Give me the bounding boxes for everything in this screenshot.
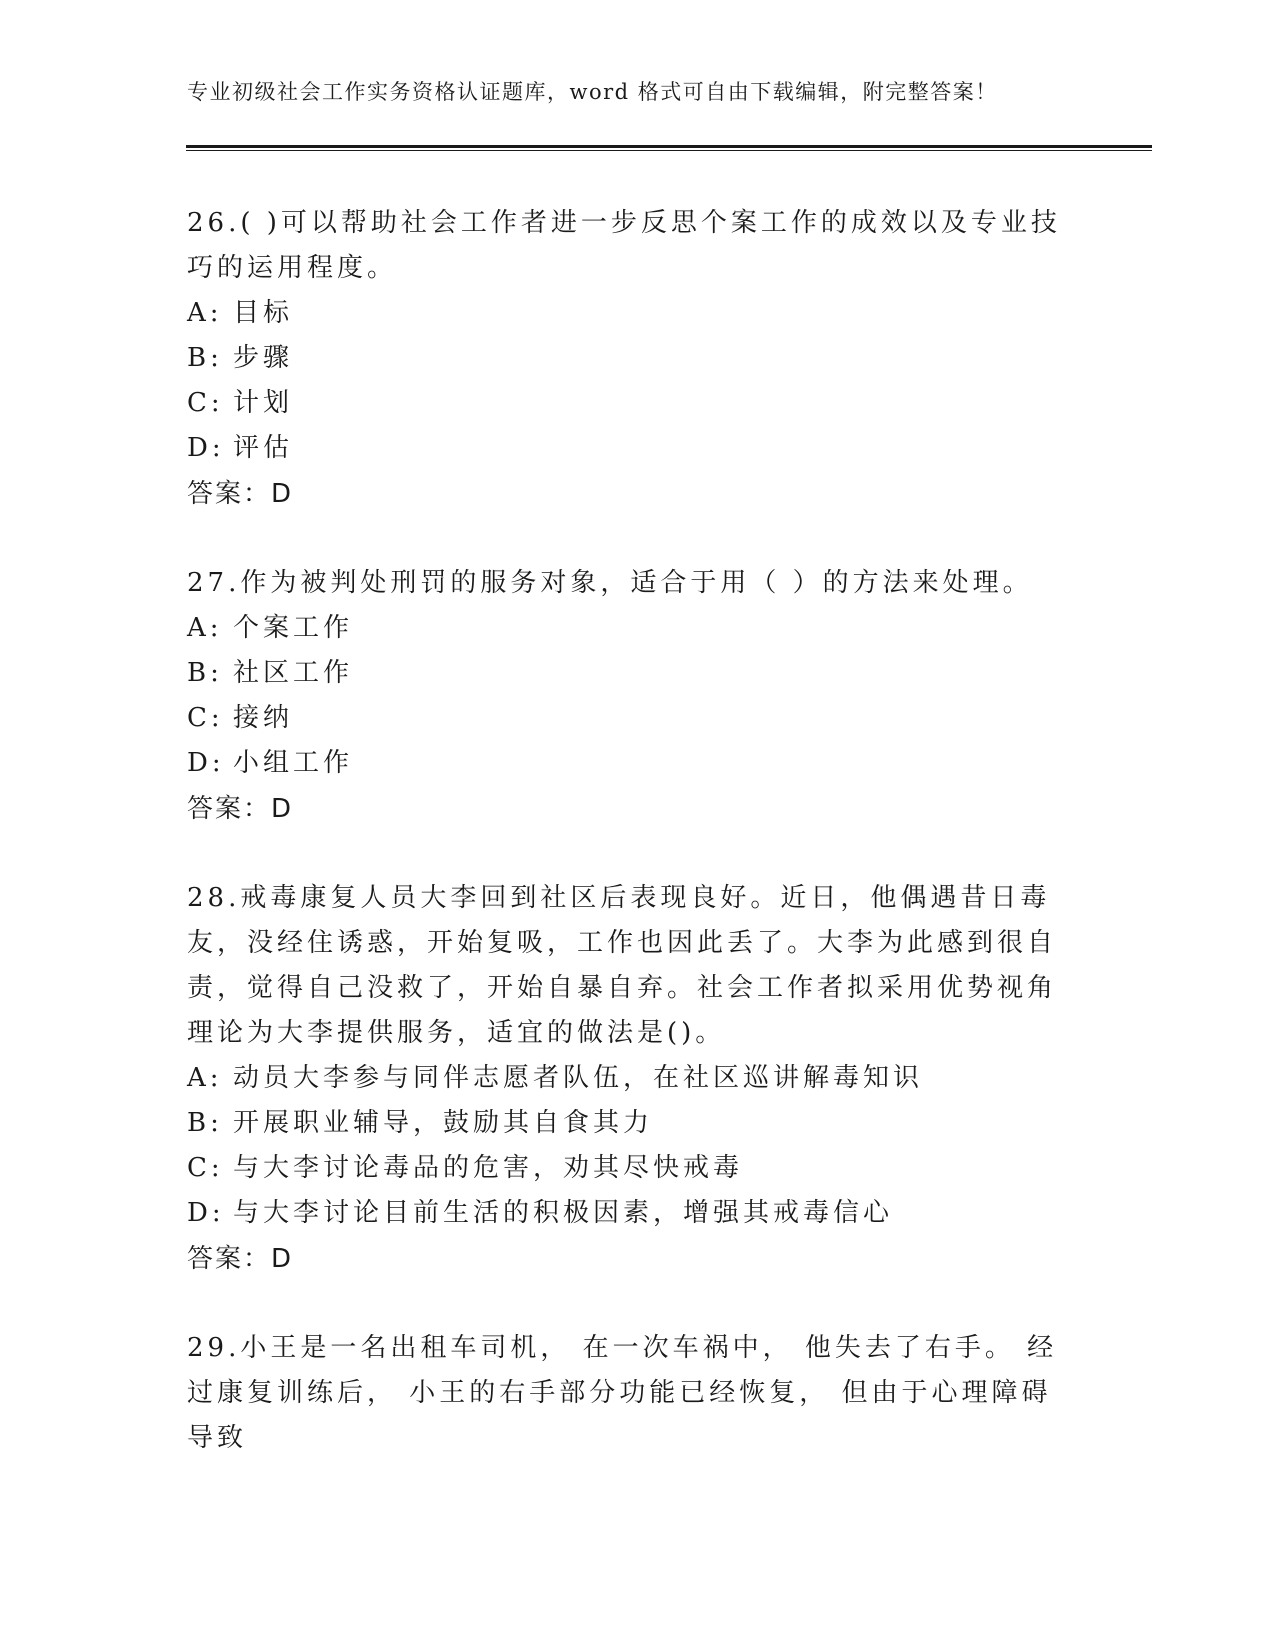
option-text: 与大李讨论目前生活的积极因素，增强其戒毒信心 bbox=[233, 1198, 894, 1228]
option-letter: C: bbox=[187, 1153, 224, 1183]
answer-line: 答案：D bbox=[187, 479, 294, 509]
page-header-title: 专业初级社会工作实务资格认证题库，word 格式可自由下载编辑，附完整答案！ bbox=[187, 80, 998, 104]
option-b bbox=[187, 1101, 1067, 1146]
option-text: 接纳 bbox=[233, 703, 294, 733]
option-a bbox=[187, 1056, 1067, 1101]
header-divider-thick bbox=[186, 145, 1152, 148]
answer-line: 答案：D bbox=[187, 1244, 294, 1274]
option-d bbox=[187, 741, 1067, 786]
option-a bbox=[187, 291, 1067, 336]
question-stem: 28.戒毒康复人员大李回到社区后表现良好。近日，他偶遇昔日毒友，没经住诱惑，开始复吸，工作也因此丢了。大李为此感到很自责，觉得自己没救了，开始自暴自弃。社会工作者拟采用优势视角理论为大李提供服务，适宜的做法是()。 bbox=[187, 883, 1058, 1048]
option-letter: B: bbox=[187, 343, 223, 373]
option-c bbox=[187, 381, 1067, 426]
question-28 bbox=[187, 876, 1067, 1282]
option-text: 小组工作 bbox=[233, 748, 354, 778]
option-letter: A: bbox=[187, 1063, 223, 1093]
question-list bbox=[187, 201, 1067, 1505]
option-text: 评估 bbox=[233, 433, 294, 463]
question-stem: 27.作为被判处刑罚的服务对象，适合于用（ ）的方法来处理。 bbox=[187, 568, 1033, 598]
option-letter: A: bbox=[187, 613, 223, 643]
option-letter: D: bbox=[187, 1198, 225, 1228]
option-letter: D: bbox=[187, 433, 225, 463]
header-divider-thin bbox=[186, 150, 1152, 151]
option-c bbox=[187, 1146, 1067, 1191]
option-text: 与大李讨论毒品的危害，劝其尽快戒毒 bbox=[233, 1153, 744, 1183]
option-b bbox=[187, 651, 1067, 696]
question-stem: 29.小王是一名出租车司机， 在一次车祸中， 他失去了右手。 经过康复训练后， 小王的右手部分功能已经恢复， 但由于心理障碍导致 bbox=[187, 1333, 1058, 1453]
option-letter: C: bbox=[187, 703, 224, 733]
question-27 bbox=[187, 561, 1067, 832]
answer-line: 答案：D bbox=[187, 794, 294, 824]
option-letter: B: bbox=[187, 1108, 223, 1138]
question-29 bbox=[187, 1326, 1067, 1461]
option-text: 动员大李参与同伴志愿者队伍，在社区巡讲解毒知识 bbox=[233, 1063, 924, 1093]
option-d bbox=[187, 1191, 1067, 1236]
option-text: 个案工作 bbox=[233, 613, 354, 643]
option-text: 步骤 bbox=[233, 343, 294, 373]
option-text: 开展职业辅导，鼓励其自食其力 bbox=[233, 1108, 654, 1138]
question-26 bbox=[187, 201, 1067, 517]
option-text: 社区工作 bbox=[233, 658, 354, 688]
option-text: 计划 bbox=[233, 388, 294, 418]
option-letter: C: bbox=[187, 388, 224, 418]
question-stem: 26.( )可以帮助社会工作者进一步反思个案工作的成效以及专业技巧的运用程度。 bbox=[187, 208, 1061, 283]
option-b bbox=[187, 336, 1067, 381]
option-letter: D: bbox=[187, 748, 225, 778]
option-c bbox=[187, 696, 1067, 741]
option-letter: B: bbox=[187, 658, 223, 688]
option-letter: A: bbox=[187, 298, 223, 328]
option-d bbox=[187, 426, 1067, 471]
option-text: 目标 bbox=[233, 298, 294, 328]
option-a bbox=[187, 606, 1067, 651]
